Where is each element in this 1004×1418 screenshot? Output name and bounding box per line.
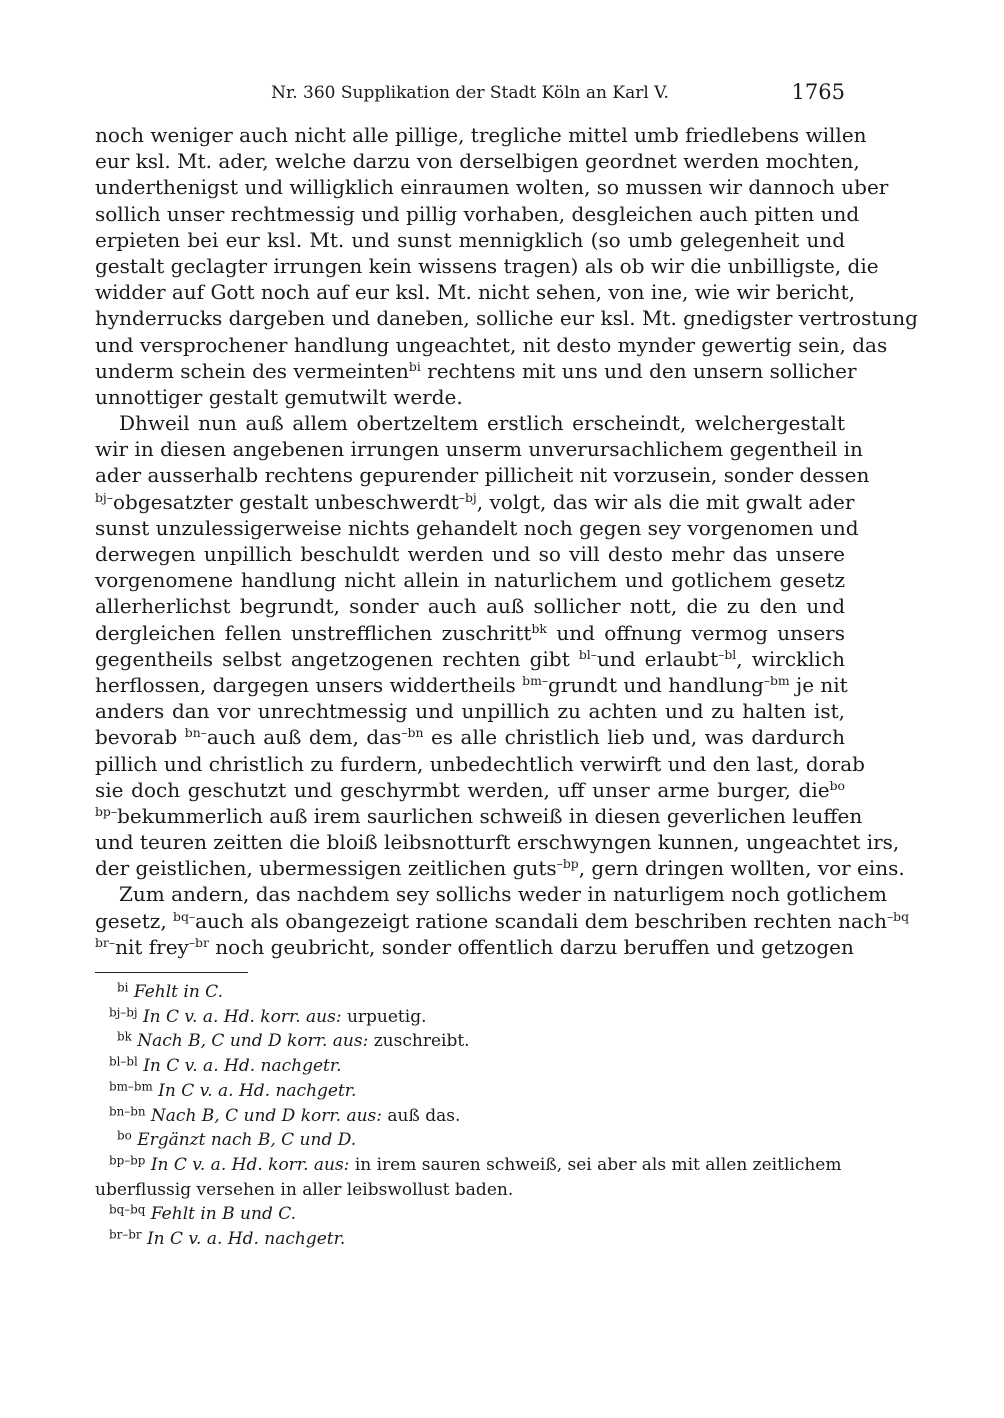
footnote-apparatus: In C v. a. Hd. korr. aus:: [150, 1154, 350, 1175]
footnote-marker: –bq: [886, 908, 910, 924]
footnote: [95, 1005, 845, 1030]
text-line: [95, 253, 879, 279]
footnote-reading: auß das.: [381, 1105, 461, 1126]
text-run: es alle christlich lieb und, was dardurch: [423, 725, 846, 750]
footnote-marker: –bl: [718, 646, 737, 662]
footnote-mark: bi: [117, 980, 129, 995]
text-run: nit frey: [115, 934, 189, 959]
running-title: Nr. 360 Supplikation der Stadt Köln an Karl V.: [271, 83, 669, 103]
text-run: derwegen unpillich beschuldt werden und so vill desto mehr das unsere: [95, 542, 845, 566]
text-run: noch weniger auch nicht alle pillige, tregliche mittel umb friedlebens willen: [95, 123, 867, 147]
text-line: [95, 803, 863, 829]
footnote: [95, 1202, 845, 1227]
text-run: , gern dringen wollten, vor eins.: [578, 856, 905, 881]
text-run: gesetz,: [95, 908, 174, 933]
text-line: [95, 436, 863, 462]
text-line: [95, 908, 910, 934]
text-run: auch als obangezeigt ratione scandali dem beschriben rechten nach: [195, 908, 887, 933]
text-run: unnottiger gestalt gemutwilt werde.: [95, 384, 463, 409]
footnote-marker: br–: [95, 935, 116, 950]
footnote-marker: bn–: [184, 725, 207, 741]
footnote-marker: –bj: [458, 489, 477, 505]
footnote-apparatus: Fehlt in B und C.: [150, 1204, 297, 1225]
text-run: pillich und christlich zu furdern, unbedechtlich verwirft und den last, dorab: [95, 751, 865, 776]
text-run: allerherlichst begrundt, sonder auch auß sollicher nott, die zu den und: [95, 594, 845, 619]
text-run: und teuren zeitten die bloiß leibsnotturft erschwyngen kunnen, ungeachtet irs,: [95, 830, 900, 855]
page-number: 1765: [791, 80, 845, 104]
text-line: [95, 567, 845, 593]
footnote-continuation: uberflussig versehen in aller leibswollust baden.: [95, 1179, 514, 1200]
footnote-marker: bo: [829, 777, 845, 793]
text-run: ader ausserhalb rechtens gepurender pillicheit nit vorzusein, sonder dessen: [95, 463, 870, 488]
footnote-apparatus: In C v. a. Hd. nachgetr.: [158, 1080, 357, 1101]
footnote-mark: bn–bn: [109, 1104, 146, 1119]
text-line: [95, 201, 860, 227]
text-line: [95, 279, 855, 305]
footnote-marker: –bn: [401, 725, 424, 741]
text-line: [95, 489, 855, 515]
text-run: sollich unser rechtmessig und pillig vorhaben, desgleichen auch pitten und: [95, 201, 860, 226]
text-line: [95, 724, 845, 750]
text-run: underm schein des vermeinten: [95, 358, 409, 383]
text-run: auch auß dem, das: [206, 725, 402, 750]
footnote-apparatus: In C v. a. Hd. nachgetr.: [143, 1056, 342, 1077]
text-run: underthenigst und willigklich einraumen wolten, so mussen wir dannoch uber: [95, 175, 889, 200]
footnote-reading: zuschreibt.: [368, 1031, 470, 1052]
text-line: [95, 934, 854, 960]
text-run: bevorab: [95, 725, 185, 750]
footnote: [95, 980, 845, 1005]
text-run: widder auf Gott noch auf eur ksl. Mt. nicht sehen, von ine, wie wir bericht,: [95, 280, 855, 305]
footnote-marker: bq–: [173, 908, 196, 924]
text-run: je nit: [789, 672, 848, 697]
footnote-marker: bj–: [95, 489, 113, 505]
text-run: Dhweil nun auß allem obertzeltem erstlich erscheindt, welchergestalt: [119, 411, 845, 436]
text-run: und erlaubt: [596, 646, 719, 671]
text-run: vorgenomene handlung nicht allein in naturlichem und gotlichem gesetz: [95, 568, 845, 593]
footnotes: [95, 980, 845, 1252]
text-line: [95, 777, 845, 803]
text-run: grundt und handlung: [548, 672, 764, 697]
text-line: [95, 332, 888, 358]
text-run: obgesatzter gestalt unbeschwerdt: [112, 489, 459, 514]
footnote-mark: bo: [117, 1128, 132, 1143]
footnote-marker: –bp: [556, 856, 579, 872]
text-line: [95, 515, 859, 541]
text-line: [95, 698, 845, 724]
footnote-marker: –br: [188, 935, 209, 950]
text-run: wir in diesen angebenen irrungen unserm unverursachlichem gegentheil in: [95, 437, 863, 462]
text-run: der geistlichen, ubermessigen zeitlichen guts: [95, 856, 557, 881]
footnote-marker: bi: [408, 358, 421, 374]
footnote-marker: –bm: [763, 673, 790, 689]
text-line: [95, 646, 845, 672]
footnote-mark: bj–bj: [109, 1005, 138, 1020]
text-run: sie doch geschutzt und geschyrmbt werden, uff unser arme burger, die: [95, 777, 830, 802]
footnote-marker: bk: [531, 620, 547, 636]
footnote-rule: [95, 972, 248, 973]
text-line: [95, 855, 905, 881]
footnote: [95, 1104, 845, 1129]
page-header: [95, 80, 845, 110]
text-run: gegentheils selbst angetzogenen rechten gibt: [95, 646, 579, 671]
text-line: [95, 358, 857, 384]
footnote-reading: in irem sauren schweiß, sei aber als mit allen zeitlichem: [349, 1154, 842, 1175]
footnote: [95, 1029, 845, 1054]
footnote-mark: bl–bl: [109, 1054, 138, 1069]
text-line: [95, 751, 865, 777]
text-run: dergleichen fellen unstrefflichen zuschritt: [95, 620, 532, 645]
footnote-mark: bk: [117, 1030, 132, 1045]
text-line: [95, 620, 845, 646]
text-line: [95, 148, 860, 174]
text-line: [95, 881, 887, 907]
footnote-reading: urpuetig.: [341, 1006, 427, 1027]
text-run: Zum andern, das nachdem sey sollichs weder in naturligem noch gotlichem: [119, 882, 887, 907]
text-run: gestalt geclagter irrungen kein wissens tragen) als ob wir die unbilligste, die: [95, 253, 879, 278]
text-line: [95, 410, 845, 436]
text-run: eur ksl. Mt. ader, welche darzu von derselbigen geordnet werden mochten,: [95, 149, 860, 174]
footnote-apparatus: Fehlt in C.: [133, 982, 223, 1002]
footnote: [95, 1128, 845, 1153]
footnote-marker: bm–: [522, 673, 549, 689]
footnote-apparatus: In C v. a. Hd. korr. aus:: [142, 1006, 342, 1027]
footnote: [95, 1079, 845, 1104]
text-run: hynderrucks dargeben und daneben, solliche eur ksl. Mt. gnedigster vertrostung: [95, 306, 918, 331]
footnote: [95, 1227, 845, 1252]
text-line: [95, 672, 848, 698]
main-text: [95, 122, 918, 960]
text-run: herflossen, dargegen unsers widdertheils: [95, 672, 523, 697]
text-run: , volgt, das wir als die mit gwalt ader: [476, 489, 855, 514]
text-run: , wircklich: [736, 646, 845, 671]
text-run: und offnung vermog unsers: [546, 620, 845, 645]
text-run: erpieten bei eur ksl. Mt. und sunst mennigklich (so umb gelegenheit und: [95, 227, 845, 252]
footnote-apparatus: Nach B, C und D korr. aus:: [150, 1105, 382, 1126]
footnote-apparatus: In C v. a. Hd. nachgetr.: [146, 1229, 346, 1250]
text-line: [95, 227, 845, 253]
text-run: sunst unzulessigerweise nichts gehandelt noch gegen sey vorgenomen und: [95, 515, 859, 540]
text-line: [95, 541, 845, 567]
text-line: [95, 462, 870, 488]
text-line: [95, 384, 845, 410]
text-line: [95, 122, 867, 148]
footnote-apparatus: Nach B, C und D korr. aus:: [137, 1031, 369, 1052]
footnote-mark: br–br: [109, 1227, 142, 1242]
footnote: [95, 1054, 845, 1079]
text-run: bekummerlich auß irem saurlichen schweiß in diesen geverlichen leuffen: [117, 803, 863, 828]
text-line: [95, 593, 845, 619]
text-run: anders dan vor unrechtmessig und unpillich zu achten und zu halten ist,: [95, 699, 845, 724]
footnote-mark: bm–bm: [109, 1079, 153, 1094]
footnote: [95, 1153, 845, 1178]
footnote-marker: bp–: [95, 804, 118, 820]
text-line: [95, 174, 889, 200]
text-run: und versprochener handlung ungeachtet, nit desto mynder gewertig sein, das: [95, 332, 888, 357]
text-run: noch geubricht, sonder offentlich darzu beruffen und getzogen: [208, 934, 854, 959]
footnote-mark: bq–bq: [109, 1202, 146, 1217]
text-line: [95, 829, 900, 855]
footnote-mark: bp–bp: [109, 1153, 146, 1168]
text-line: [95, 305, 918, 331]
footnote-apparatus: Ergänzt nach B, C und D.: [137, 1130, 357, 1151]
text-run: rechtens mit uns und den unsern sollicher: [420, 358, 857, 383]
footnote-marker: bl–: [578, 646, 597, 662]
